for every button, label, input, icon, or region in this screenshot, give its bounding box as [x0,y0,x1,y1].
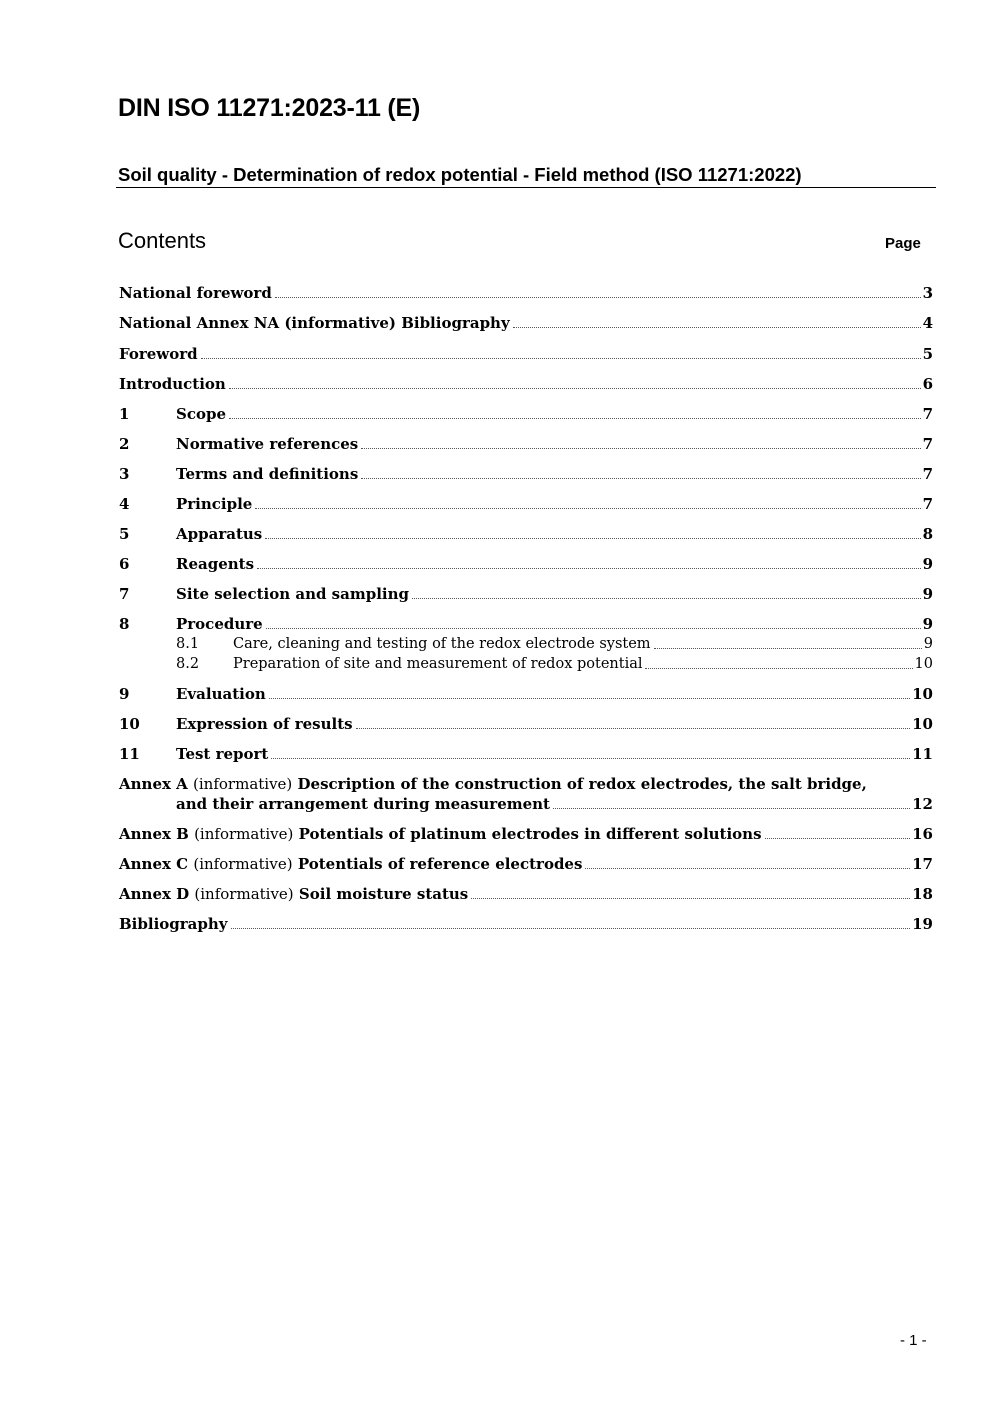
toc-entry-annex-a[interactable] [119,774,933,814]
toc-label: Care, cleaning and testing of the redox electrode system [233,636,651,652]
toc-page: 10 [912,685,933,703]
toc-label: Terms and definitions [176,465,359,483]
toc-page: 11 [912,745,933,763]
document-id: DIN ISO 11271:2023-11 (E) [118,94,421,122]
toc-label: Expression of results [176,715,353,733]
toc-page: 7 [922,495,933,513]
toc-entry-terms-definitions[interactable] [119,464,933,484]
toc-leader [229,418,921,419]
toc-entry-bibliography[interactable] [119,914,933,934]
toc-annex-title: Potentials of platinum electrodes in different solutions [298,825,762,843]
toc-label: Introduction [119,375,226,393]
toc-page: 6 [922,375,933,393]
toc-annex-prefix: Annex D [119,885,190,903]
toc-leader [361,478,920,479]
toc-entry-preparation-site[interactable] [119,654,933,674]
toc-annex-a-line1 [119,774,933,794]
toc-leader [585,868,910,869]
toc-entry-normative-references[interactable] [119,434,933,454]
toc-page: 18 [912,885,933,903]
toc-entry-national-annex[interactable] [119,313,933,333]
toc-entry-principle[interactable] [119,494,933,514]
toc-entry-annex-d[interactable] [119,884,933,904]
document-title: Soil quality - Determination of redox potential - Field method (ISO 11271:2022) [116,164,936,188]
toc-annex-informative: (informative) [194,825,294,843]
contents-heading: Contents [118,228,207,253]
toc-leader [266,628,921,629]
toc-number: 10 [119,715,140,733]
toc-entry-reagents[interactable] [119,554,933,574]
toc-page: 5 [922,345,933,363]
toc-leader [265,538,920,539]
toc-page: 9 [922,555,933,573]
toc-annex-informative: (informative) [193,855,293,873]
toc-label: and their arrangement during measurement [176,795,550,813]
toc-page: 8 [922,525,933,543]
toc-page: 10 [912,715,933,733]
toc-entry-expression-results[interactable] [119,714,933,734]
toc-leader [471,898,910,899]
toc-number: 8 [119,615,130,633]
toc-number: 11 [119,745,140,763]
toc-number: 1 [119,405,130,423]
toc-page: 7 [922,405,933,423]
toc-leader [255,508,920,509]
toc-label: Test report [176,745,269,763]
toc-annex-title: Potentials of reference electrodes [297,855,583,873]
toc-number: 9 [119,685,130,703]
toc-page: 3 [922,284,933,302]
toc-leader [412,598,921,599]
toc-annex-prefix: Annex B [119,825,189,843]
toc-page: 9 [922,615,933,633]
toc-entry-care-cleaning[interactable] [119,634,933,654]
toc-number: 2 [119,435,130,453]
toc-number: 6 [119,555,130,573]
toc-annex-prefix: Annex A [119,775,188,793]
toc-leader [271,758,910,759]
toc-entry-foreword[interactable] [119,344,933,364]
toc-page: 7 [922,465,933,483]
toc-leader [229,388,921,389]
toc-label: Principle [176,495,253,513]
toc-number: 7 [119,585,130,603]
toc-entry-evaluation[interactable] [119,684,933,704]
toc-leader [356,728,911,729]
toc-label: Apparatus [176,525,263,543]
toc-label: National Annex NA (informative) Bibliography [119,314,510,332]
toc-leader [654,648,922,649]
toc-leader [765,838,911,839]
toc-entry-apparatus[interactable] [119,524,933,544]
toc-leader [513,327,921,328]
toc-leader [269,698,910,699]
toc-label: Bibliography [119,915,228,933]
toc-page: 9 [923,636,933,652]
toc-page: 9 [922,585,933,603]
toc-label: Evaluation [176,685,266,703]
toc-label: Reagents [176,555,255,573]
toc-entry-site-selection[interactable] [119,584,933,604]
toc-label: National foreword [119,284,272,302]
toc-annex-informative: (informative) [194,885,294,903]
toc-entry-procedure[interactable] [119,614,933,634]
toc-annex-informative: (informative) [193,775,293,793]
toc-label [119,854,582,874]
toc-label: Site selection and sampling [176,585,409,603]
toc-page: 12 [912,795,933,813]
footer-page-number: - 1 - [900,1332,927,1349]
toc-label [119,824,762,844]
toc-leader [201,358,921,359]
toc-label: Preparation of site and measurement of redox potential [233,656,643,672]
toc-label: Scope [176,405,227,423]
toc-page: 19 [912,915,933,933]
toc-annex-prefix: Annex C [119,855,189,873]
toc-leader [275,297,921,298]
toc-number: 8.2 [176,656,200,672]
toc-number: 3 [119,465,130,483]
toc-leader [553,808,910,809]
table-of-contents [119,280,933,934]
toc-label: Description of the construction of redox electrodes, the salt bridge, [297,775,867,793]
toc-page: 16 [912,825,933,843]
toc-entry-introduction[interactable] [119,374,933,394]
toc-leader [257,568,921,569]
toc-number: 4 [119,495,130,513]
toc-leader [361,448,920,449]
toc-number: 8.1 [176,636,200,652]
page-column-label: Page [885,235,921,252]
toc-label: Foreword [119,345,198,363]
toc-page: 7 [922,435,933,453]
toc-page: 4 [922,314,933,332]
toc-entry-annex-c[interactable] [119,854,933,874]
toc-page: 10 [914,656,933,672]
toc-label: Normative references [176,435,359,453]
toc-number: 5 [119,525,130,543]
toc-entry-national-foreword[interactable] [119,283,933,303]
toc-annex-title: Soil moisture status [298,885,469,903]
toc-label: Procedure [176,615,263,633]
toc-entry-annex-b[interactable] [119,824,933,844]
toc-leader [231,928,911,929]
toc-entry-test-report[interactable] [119,744,933,764]
toc-label [119,884,468,904]
toc-leader [645,668,912,669]
toc-page: 17 [912,855,933,873]
toc-annex-a-line2 [119,794,933,814]
toc-entry-scope[interactable] [119,404,933,424]
